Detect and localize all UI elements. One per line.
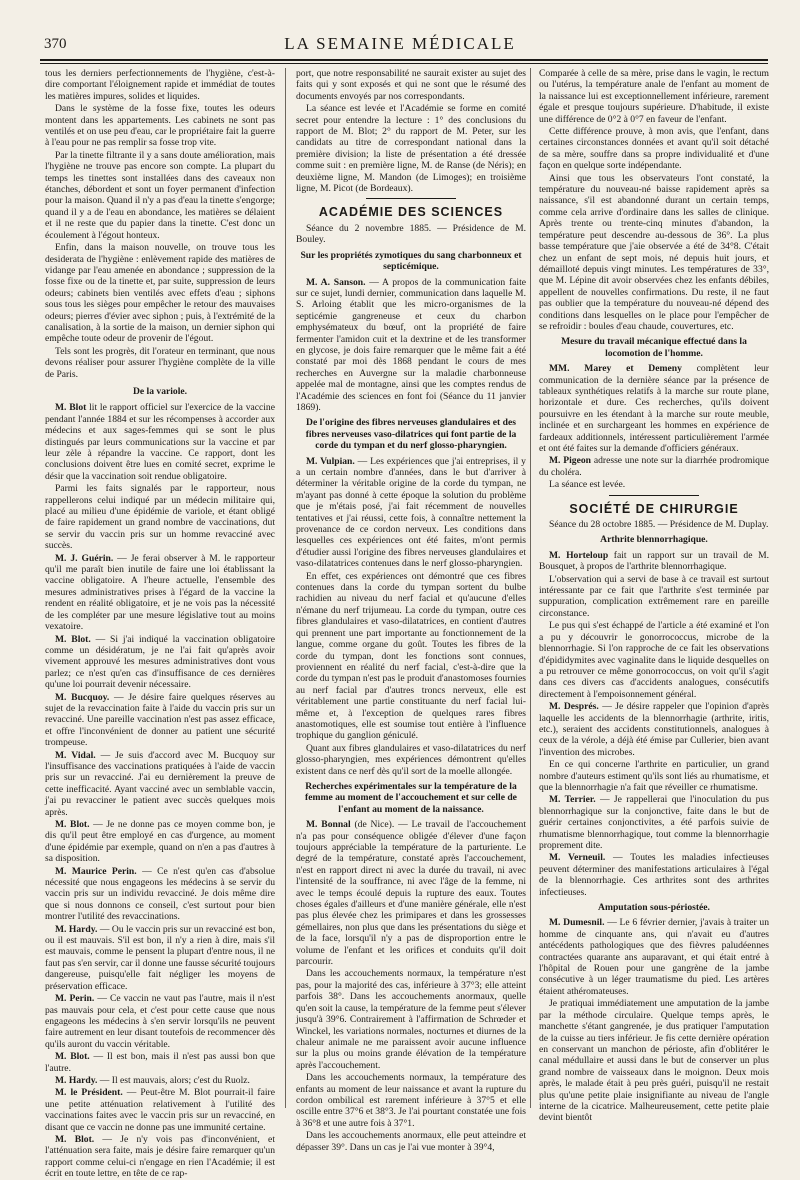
speaker-name: M. Perin.: [55, 993, 95, 1005]
paragraph: M. Blot lit le rapport officiel sur l'exercice de la vaccine pendant l'année 1884 et sur les récompenses à accorder aux médecins et aux sages-femmes qui se sont le plus distingués par leurs communications sur la vaccine et par leur zèle à répandre la vaccine. Ce rapport, dont les conclusions doivent être lues en comité secret, exprime le désir que la vaccination soit rendue obligatoire.: [45, 402, 275, 482]
paragraph: M. Blot. — Il est bon, mais il n'est pas aussi bon que l'autre.: [45, 1051, 275, 1074]
speaker-name: M. J. Guérin.: [55, 552, 114, 564]
section-rule: [366, 198, 456, 199]
paragraph: En ce qui concerne l'arthrite en particulier, un grand nombre d'auteurs estiment qu'ils sont liés au rhumatisme, et que la blennorrhagie n'a fait que réveiller ce rhumatisme.: [539, 759, 769, 793]
topic-heading: Sur les propriétés zymotiques du sang charbonneux et septicémique.: [300, 249, 522, 273]
paragraph: L'observation qui a servi de base à ce travail est surtout intéressante par ce fait que l'arthrite s'est terminée par suppuration, complication extrêmement rare en pareille circonstance.: [539, 573, 769, 619]
speaker-name: M. le Président.: [55, 1087, 123, 1099]
session-line: Séance du 2 novembre 1885. — Présidence de M. Bouley.: [296, 222, 526, 246]
paragraph: M. Vulpian. — Les expériences que j'ai entreprises, il y a un certain nombre d'années, dans le but d'arriver à déterminer la véritable origine de la corde du tympan, ne m'ayant pas donné à cette époque la solution du problème que je m'étais posé, j'ai fait récemment de nouvelles tentatives et j'ai réussi, cette fois, à connaître nettement la provenance de ce cordon nerveux. Les conditions dans lesquelles ces expériences ont été faites, m'ont permis d'étudier aussi l'origine des fibres nerveuses glandulaires et vaso-dilatatrices contenues dans le nerf glosso-pharyngien.: [296, 455, 526, 570]
paragraph: M. Horteloup fait un rapport sur un travail de M. Bousquet, à propos de l'arthrite blennorrhagique.: [539, 549, 769, 573]
page-number: 370: [44, 36, 67, 52]
paragraph: M. Dumesnil. — Le 6 février dernier, j'avais à traiter un homme de cinquante ans, qui n'avait eu d'autres antécédents pathologiques que des fièvres paludéennes contractées quarante ans auparavant, et qui était entré à l'hôpital de Rouen pour une gangrène de la jambe consécutive à un léger traumatisme du pied. Les artères étaient athéromateuses.: [539, 917, 769, 997]
speaker-name: M. Horteloup: [549, 549, 609, 561]
paragraph: M. Bonnal (de Nice). — Le travail de l'accouchement n'a pas pour conséquence obligée d'élever d'une façon toujours appréciable la température de la parturiente. Le degré de la température, constaté après l'accouchement, n'est en rapport direct ni avec la durée du travail, ni avec l'intensité de la souffrance, ni avec l'âge de la femme, ni avec le temps écoulé depuis la rupture des eaux. Toutes choses égales d'ailleurs et d'une manière générale, elle n'est pas plus élevée chez les primipares et dans les grossesses gémellaires, non plus que dans les présentations du siège et de la face, lorsqu'il n'y a pas de disproportion entre le volume de l'enfant et les orifices et conduits qu'il doit parcourir.: [296, 819, 526, 968]
speaker-name: M. A. Sanson.: [306, 276, 366, 288]
speaker-name: M. Blot: [55, 402, 87, 414]
paragraph: Quant aux fibres glandulaires et vaso-dilatatrices du nerf glosso-pharyngien, mes expériences démontrent qu'elles existent dans ce nerf dès qu'il sort de la moelle allongée.: [296, 742, 526, 777]
speaker-name: M. Hardy.: [55, 1074, 98, 1086]
speaker-name: M. Blot.: [55, 1051, 90, 1063]
paragraph: Le pus qui s'est échappé de l'article a été examiné et l'on a pu y découvrir le gonorrococcus, microbe de la blennorrhagie. Si l'on rapproche de ce fait les observations d'épididymites avec vaginalite dans le liquide desquelles on a pu retrouver ce même gonorrococcus, on voit qu'il s'agit dans ces divers cas d'accidents analogues, consécutifs directement à l'empoisonnement général.: [539, 620, 769, 700]
paragraph: M. Hardy. — Ou le vaccin pris sur un revacciné est bon, ou il est mauvais. S'il est bon, il n'y a rien à dire, mais s'il est mauvais, comme le pensent la plupart d'entre nous, il ne faut pas s'en servir, car il donne une fausse sécurité toujours dangereuse, puisqu'elle fait négliger les moyens de préservation efficace.: [45, 923, 275, 992]
section-heading: ACADÉMIE DES SCIENCES: [318, 205, 504, 220]
topic-heading: Mesure du travail mécanique effectué dans la locomotion de l'homme.: [561, 336, 747, 359]
paragraph: M. Blot. — Je ne donne pas ce moyen comme bon, je dis qu'il peut être employé en cas d'urgence, au moment d'une épidémie par exemple, quand on n'en a pas d'autres à sa disposition.: [45, 819, 275, 865]
column-divider: [285, 68, 286, 1108]
paragraph: M. Perin. — Ce vaccin ne vaut pas l'autre, mais il n'est pas mauvais pour cela, et c'est pour cette cause que nous engageons les médecins à s'en servir lorsqu'ils ne peuvent faire autrement en leur disant toutefois de recommencer dès qu'ils auront du vaccin véritable.: [45, 993, 275, 1050]
header-rule: [40, 59, 768, 64]
topic-heading: De l'origine des fibres nerveuses glandulaires et des fibres nerveuses vaso-dilatrices qui font partie de la corde du tympan et du nerf glosso-pharyngien.: [305, 417, 517, 452]
speaker-name: M. Blot.: [55, 1133, 95, 1145]
paragraph: M. Blot. — Je n'y vois pas d'inconvénient, et l'atténuation sera faite, mais je désire faire remarquer qu'un rapport comme celui-ci n'engage en rien l'Académie; il est écrit en toute lettre, en tête de ce rap-: [45, 1133, 275, 1180]
topic-heading: Recherches expérimentales sur la température de la femme au moment de l'accouchement et sur celle de l'enfant au moment de la naissance.: [305, 780, 517, 815]
paragraph: M. Blot. — Si j'ai indiqué la vaccination obligatoire comme un désidératum, je ne l'ai fait qu'après avoir vivement approuvé les mesures administratives dont vous parlez; ce n'est qu'en cas d'insuffisance de ces dernières qu'une loi pourrait devenir nécessaire.: [45, 633, 275, 691]
paragraph: M. Maurice Perin. — Ce n'est qu'en cas d'absolue nécessité que nous engageons les médecins à se servir du vaccin pris sur un individu revacciné. Je dois même dire que si nous donnons ce conseil, c'est surtout pour bien montrer l'utilité des revaccinations.: [45, 865, 275, 923]
speaker-name: M. Vidal.: [55, 749, 96, 761]
paragraph: port, que notre responsabilité ne saurait exister au sujet des faits qui y sont exposés et qui ne sont que le résumé des documents envoyés par nos correspondants.: [296, 68, 526, 102]
topic-heading: Arthrite blennorrhagique.: [600, 534, 708, 546]
paragraph: Par la tinette filtrante il y a sans doute amélioration, mais l'hygiène ne trouve pas encore son compte. La plupart du temps les tinettes sont installées dans des caveaux non étanches, débordent et sont un foyer permanent d'infection pour la maison. Quand il n'y a pas d'eau la tinette s'engorge; quand il y a de l'eau en abondance, les matières se délaient et il ne reste que du papier dans la tinette. C'est donc un écoulement à l'égout honteux.: [45, 149, 275, 241]
paragraph: M. Hardy. — Il est mauvais, alors; c'est du Ruolz.: [55, 1074, 250, 1086]
speaker-name: M. Blot.: [55, 633, 91, 645]
paragraph: Ainsi que tous les observateurs l'ont constaté, la température du nouveau-né baisse rapidement après sa naissance, s'il est abandonné durant un certain temps, comme cela arrive d'ordinaire dans les salles de clinique. Après trente ou trente-cinq minutes d'abandon, la température peut descendre au-dessous de 36°. La plus basse température que j'aie observée a été de 34°8. C'était chez un enfant de sept mois, né depuis huit jours, et démailloté depuis vingt minutes. Les températures de 33°, que M. Lépine dit avoir observées chez les enfants débiles, appellent de nouvelles confirmations. Du reste, il ne faut pas oublier que la température du nouveau-né dépend des conditions dans lesquelles on le place pour l'empêcher de se refroidir : boules d'eau chaude, couvertures, etc.: [539, 172, 769, 332]
paragraph: Cette différence prouve, à mon avis, que l'enfant, dans certaines circonstances données et avant qu'il soit détaché de sa mère, souffre dans sa propre individualité et d'une façon en quelque sorte indépendante.: [539, 126, 769, 172]
subsection-heading: De la variole.: [132, 385, 188, 397]
paragraph: Tels sont les progrès, dit l'orateur en terminant, que nous devons réaliser pour assurer l'hygiène complète de la ville de Paris.: [45, 345, 275, 380]
page-header: [0, 0, 800, 56]
speaker-name: M. Maurice Perin.: [55, 865, 137, 877]
speaker-name: M. Terrier.: [549, 794, 596, 806]
paragraph: M. Després. — Je désire rappeler que l'opinion d'après laquelle les accidents de la blennorrhagie (arthrite, iritis, etc.), seraient des accidents constitutionnels, analogues à ceux de la vérole, a déjà été émise par Cullerier, bien avant l'invention des microbes.: [539, 701, 769, 758]
paragraph: Je pratiquai immédiatement une amputation de la jambe par la méthode circulaire. Quelque temps après, le manchette s'étant gangrenée, je dus pratiquer l'amputation de la cuisse au tiers inférieur. Je fis cette dernière opération en conservant un manchon de périoste, afin d'oblitérer le canal médullaire et aussi dans le but de conserver un plus grand nombre de vaisseaux dans le moignon. Deux mois après, le malade était à peu près guéri, puisqu'il ne restait plus qu'une petite plaie insignifiante au niveau de l'angle interne de la cicatrice. Malheureusement, cette petite plaie devint bientôt: [539, 998, 769, 1124]
speaker-name: M. Blot.: [55, 819, 90, 830]
paragraph: Parmi les faits signalés par le rapporteur, nous rappellerons celui indiqué par un médecin militaire qui, placé au milieu d'une épidémie de variole, et étant obligé de faire rapidement un grand nombre de vaccinations, dut se servir du vaccin pris sur un homme revacciné avec succès.: [45, 483, 275, 552]
paragraph: M. Vidal. — Je suis d'accord avec M. Bucquoy sur l'insuffisance des vaccinations pratiquées à l'aide de vaccin pris sur un revacciné. J'ai eu dernièrement la preuve de cette inefficacité. Ayant vacciné avec un semblable vaccin, j'ai pu revacciner le patient avec succès quelques mois après.: [45, 749, 275, 818]
paragraph: M. Terrier. — Je rappellerai que l'inoculation du pus blennorrhagique sur la conjonctive, faite dans le but de guérir certaines conjonctivites, a été parfois suivie de rhumatisme blennorrhagique, tout comme la blennorrhagie proprement dite.: [539, 794, 769, 851]
speaker-name: M. Hardy.: [55, 923, 98, 935]
paragraph: Dans les accouchements normaux, la température n'est pas, pour la majorité des cas, inférieure à 37°3; elle atteint parfois 38°. Dans les accouchements anormaux, quelle qu'en soit la cause, la température de la femme peut s'élever jusqu'à 39°6. Contrairement à l'affirmation de Schrœder et Winckel, les variations normales, nocturnes et diurnes de la chaleur animale ne me paraissent avoir aucune influence sur la plus ou moins grande élévation de la température après l'accouchement.: [296, 968, 526, 1071]
paragraph: En effet, ces expériences ont démontré que ces fibres contenues dans la corde du tympan sortent du bulbe rachidien au niveau du nerf facial et qu'aucune d'elles n'émane du nerf trijumeau. La corde du tympan, outre ces fibres glandulaires et vaso-dilatatrices, en contient d'autres qui prennent une part importante au fonctionnement de la langue, comme organe du goût. Toutes les fibres de la corde du tympan, dont les fonctions sont connues, proviennent en réalité du nerf facial, c'est-à-dire que la corde du tympan n'est pas le produit d'anastomoses fournies au nerf facial par d'autres troncs nerveux, elle est véritablement une partie constituante du nerf facial lui-même et, à l'exception de quelques rares fibres anastomotiques, elle est soumise tout entière à l'influence trophique du ganglion géniculé.: [296, 570, 526, 742]
speaker-name: M. Dumesnil.: [549, 917, 605, 929]
paragraph: M. Bucquoy. — Je désire faire quelques réserves au sujet de la revaccination faite à l'aide du vaccin pris sur un revacciné. Une pareille vaccination n'est pas assez efficace, et offre l'inconvénient de donner au patient une sécurité trompeuse.: [45, 691, 275, 749]
speaker-name: MM. Marey et Demeny: [549, 363, 682, 375]
topic-heading: Amputation sous-périostée.: [598, 902, 710, 914]
column-left: [45, 68, 275, 1180]
paragraph: tous les derniers perfectionnements de l'hygiène, c'est-à-dire comportant l'éloignement rapide et immédiat de toutes les matières impures, solides et liquides.: [45, 68, 275, 102]
paragraph: Dans les accouchements normaux, la température des enfants au moment de leur naissance et avant la rupture du cordon ombilical est rarement inférieure à 37°5 et elle oscille entre 37°6 et 38°3. Je l'ai pourtant constatée une fois à 36°8 et une autre fois à 37°1.: [296, 1072, 526, 1129]
section-heading: SOCIÉTÉ DE CHIRURGIE: [569, 501, 739, 516]
paragraph: Enfin, dans la maison nouvelle, on trouve tous les desiderata de l'hygiène : enlèvement rapide des matières de vidange par l'eau amenée en abondance ; suppression de la fosse fixe ou de la tinette et, par suite, suppression de leurs odeurs; cabinets bien ventilés avec effets d'eau ; siphons sous tous les sièges pour empêcher le retour des mauvaises odeurs; pierres d'évier avec siphon ; puis, à l'extrémité de la canalisation, à la sortie de la maison, un dernier siphon qui empêche toute odeur de provenir de l'égout.: [45, 242, 275, 345]
speaker-name: M. Bonnal: [306, 819, 351, 831]
paragraph: La séance est levée et l'Académie se forme en comité secret pour entendre la lecture : 1° des conclusions du rapport de M. Blot; 2° du rapport de M. Peter, sur les candidats au titre de correspondant national dans la première division; la liste de présentation a été dressée comme suit : en première ligne, M. de Ranse (de Néris); en deuxième ligne, M. Mandon (de Limoges); en troisième ligne, M. Picot (de Bordeaux).: [296, 103, 526, 195]
speaker-name: M. Vulpian.: [306, 455, 355, 467]
paragraph: Comparée à celle de sa mère, prise dans le vagin, le rectum ou l'utérus, la température anale de l'enfant au moment de la naissance lui est exceptionnellement inférieure, rarement égale et presque toujours supérieure. D'habitude, il existe une différence de 0°2 à 0°7 en faveur de l'enfant.: [539, 68, 769, 125]
paragraph: Dans les accouchements anormaux, elle peut atteindre et dépasser 39°. Dans un cas je l'ai vue monter à 39°4,: [296, 1130, 526, 1153]
speaker-name: M. Bucquoy.: [55, 691, 110, 703]
paragraph: M. le Président. — Peut-être M. Blot pourrait-il faire une petite atténuation relativement à l'utilité des vaccinations faites avec le vaccin pris sur un revacciné, en disant que ce vaccin ne donne pas une immunité certaine.: [45, 1087, 275, 1133]
speaker-name: M. Verneuil.: [549, 852, 606, 864]
paragraph: MM. Marey et Demeny complètent leur communication de la dernière séance par la présence de tableaux synthétiques relatifs à la marche sur route plane, horizontale et dure. Ces recherches, qu'ils doivent poursuivre en les étendant à la marche sur route meuble, inclinée et en surchargeant les hommes en expérience de fardeaux additionnels, intéressent particulièrement l'armée et ont été faites sur la demande d'officiers généraux.: [539, 363, 770, 454]
running-title: LA SEMAINE MÉDICALE: [284, 34, 516, 53]
speaker-name: M. Pigeon: [549, 455, 591, 467]
paragraph: M. A. Sanson. — A propos de la communication faite sur ce sujet, lundi dernier, communication dans laquelle M. S. Arloing établit que les micro-organismes de la septicémie gangreneuse et ceux du charbon emphysémateux du bœuf, ont la propriété de faire fermenter l'amidon cuit et la dextrine et de les transformer en glycose, je dois faire remarquer que le même fait a été constaté par moi dès 1868 pendant le cours de mes recherches en Auvergne sur la maladie charbonneuse appelée mal de montagne, ainsi que les comptes rendus de l'Académie des sciences en font foi (Séance du 11 janvier 1869).: [296, 276, 526, 413]
column-divider: [530, 68, 531, 1108]
column-right: [539, 68, 770, 1124]
paragraph: Dans le système de la fosse fixe, toutes les odeurs montent dans les appartements. Les cabinets ne sont pas ventilés et on use peu d'eau, car le propriétaire fait la guerre à l'eau pour ne pas remplir sa fosse trop vite.: [45, 103, 275, 149]
paragraph: M. Verneuil. — Toutes les maladies infectieuses peuvent déterminer des manifestations articulaires à l'égal de la blennorrhagie. Ces arthrites sont des arthrites infectieuses.: [539, 852, 769, 898]
paragraph: La séance est levée.: [549, 479, 626, 491]
column-middle: [296, 68, 526, 1153]
section-rule: [609, 495, 699, 496]
speaker-name: M. Després.: [549, 701, 599, 713]
paragraph: M. Pigeon adresse une note sur la diarrhée prodromique du choléra.: [539, 455, 769, 478]
paragraph: M. J. Guérin. — Je ferai observer à M. le rapporteur qu'il me paraît bien inutile de faire une loi établissant la vaccine obligatoire. A l'heure actuelle, l'ensemble des mesures administratives prises à l'égard de la vaccine la rendent en réalité obligatoire, et je ne vois pas la nécessité de les compléter par une mesure législative tout au moins vexatoire.: [45, 552, 275, 633]
session-line: Séance du 28 octobre 1885. — Présidence de M. Duplay.: [549, 519, 769, 531]
